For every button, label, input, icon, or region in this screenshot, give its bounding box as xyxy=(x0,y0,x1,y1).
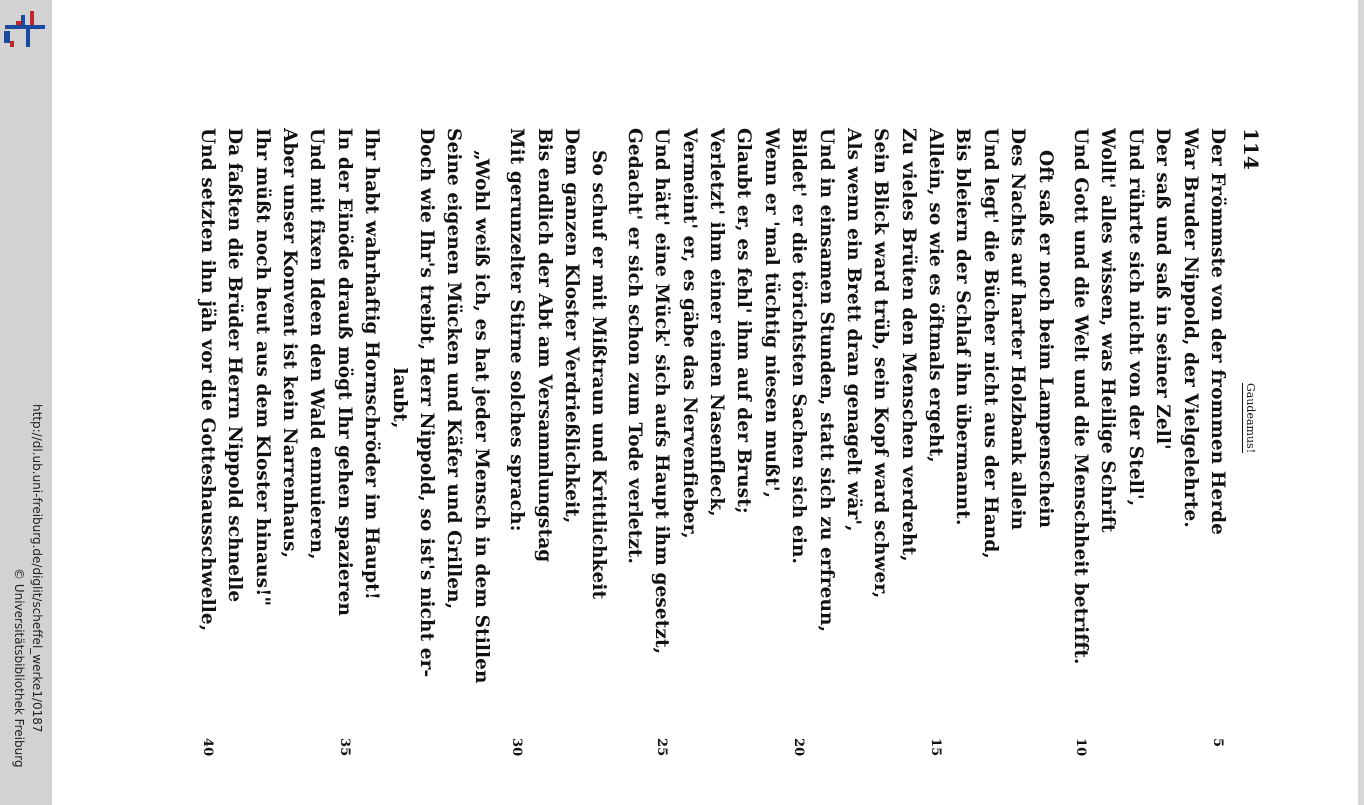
poem-line-text: Der Frömmste von der frommen Herde xyxy=(1207,128,1228,536)
poem-line-text: Vermeint' er, es gäbe das Nervenfieber, xyxy=(678,128,700,539)
poem-line-text: Da faßten die Brüder Herrn Nippold schnelle xyxy=(224,128,246,603)
poem-line-text: Wenn er 'mal tüchtig niesen mußt', xyxy=(760,128,782,499)
poem-line xyxy=(303,128,330,768)
poem-line xyxy=(867,128,894,768)
poem-line xyxy=(620,128,647,768)
poem-line xyxy=(976,128,1003,768)
poem-line xyxy=(467,128,494,768)
poem-line-text: Bildet' er die törichtsten Sachen sich ein. xyxy=(788,128,810,565)
poem-line xyxy=(1094,128,1121,768)
copyright-notice: © Universitätsbibliothek Freiburg xyxy=(12,568,26,768)
poem-line-text: Und setzten ihn jäh vor die Gotteshausschwelle, xyxy=(196,128,218,632)
poem-line xyxy=(1121,128,1148,768)
poem-line-text: Gedacht' er sich schon zum Tode verletzt. xyxy=(623,128,645,565)
poem-line xyxy=(730,128,757,768)
line-number: 35 xyxy=(336,738,352,757)
poem-line-text: Ihr habt wahrhaftig Hornschröder im Haupt! xyxy=(361,128,383,600)
poem-line-text: Aber unser Konvent ist kein Narrenhaus, xyxy=(279,128,301,559)
poem-line xyxy=(558,128,585,768)
university-logo-icon[interactable] xyxy=(3,5,45,49)
poem-line xyxy=(530,128,557,768)
source-url[interactable]: http://dl.ub.uni-freiburg.de/diglit/scheffel_werke1/0187 xyxy=(30,404,44,733)
viewer-sidebar xyxy=(0,0,52,805)
poem-line-text: Oft saß er noch beim Lampenschein xyxy=(1034,150,1056,529)
line-number: 40 xyxy=(199,738,215,757)
line-number: 25 xyxy=(654,738,670,757)
poem-line xyxy=(675,128,702,768)
poem-line xyxy=(194,128,221,768)
poem-line xyxy=(1204,128,1231,768)
poem-line-text: Zu vieles Brüten den Menschen verdreht, xyxy=(897,128,919,562)
poem-line-text: In der Einöde drauß mögt Ihr gehen spazieren xyxy=(333,128,355,617)
poem-line-text: Ihr müßt noch heut aus dem Kloster hinaus!" xyxy=(251,128,273,607)
poem-line xyxy=(385,128,412,768)
poem-line-text: Sein Blick ward trüb, sein Kopf ward schwer, xyxy=(870,128,892,599)
poem-line xyxy=(276,128,303,768)
poem-line xyxy=(785,128,812,768)
poem-line xyxy=(840,128,867,768)
running-head: Gaudeamus! xyxy=(1244,383,1257,454)
page-text-block xyxy=(194,128,1263,768)
poem-line-text: Bis endlich der Abt am Versammlungstag xyxy=(533,128,555,563)
poem-line xyxy=(440,128,467,768)
poem-line-text: Mit gerunzelter Stirne solches sprach: xyxy=(506,128,528,532)
line-number: 30 xyxy=(509,738,525,757)
poem-line xyxy=(894,128,921,768)
poem-line-text: Als wenn ein Brett dran genagelt wär', xyxy=(842,128,864,532)
poem-line xyxy=(1031,128,1058,768)
poem-line xyxy=(1149,128,1176,768)
poem-line-text: Doch wie Ihr's treibt, Herr Nippold, so ist's nicht er- xyxy=(416,128,438,678)
poem-line xyxy=(221,128,248,768)
poem-line-text: Und hätt' eine Mück' sich aufs Haupt ihm gesetzt, xyxy=(651,128,673,655)
poem-line-text: Wollt' alles wissen, was Heilige Schrift xyxy=(1097,128,1119,533)
page-number: 114 xyxy=(1239,128,1263,170)
poem-line-text: Und in einsamen Stunden, statt sich zu erfreun, xyxy=(815,128,837,633)
poem-line xyxy=(812,128,839,768)
poem-line xyxy=(922,128,949,768)
poem-line-text: Glaubt er, es fehl' ihm auf der Brust; xyxy=(733,128,755,514)
right-edge-bar xyxy=(1358,0,1364,805)
poem-line xyxy=(1004,128,1031,768)
poem-line xyxy=(358,128,385,768)
line-number: 15 xyxy=(928,738,944,757)
poem-line-text: Allein, so wie es öftmals ergeht, xyxy=(925,128,947,463)
poem-line-text: Dem ganzen Kloster Verdrießlichkeit, xyxy=(561,128,583,524)
poem-line-text: Und mit fixen Ideen den Wald ennuieren, xyxy=(306,128,328,560)
poem-line-text: Bis bleiern der Schlaf ihn übermannt. xyxy=(952,128,974,526)
poem-line xyxy=(248,128,275,768)
poem-line-text: Des Nachts auf harter Holzbank allein xyxy=(1007,128,1029,531)
poem-line-text: Und legt' die Bücher nicht aus der Hand, xyxy=(979,128,1001,559)
poem-line-text: laubt, xyxy=(388,367,410,429)
poem-line-text: War Bruder Nippold, der Vielgelehrte. xyxy=(1179,128,1201,528)
poem-line xyxy=(757,128,784,768)
poem-line-text: Verletzt' ihm einer einen Nasenfleck, xyxy=(705,128,727,517)
poem-line-text: „Wohl weiß ich, es hat jeder Mensch in dem Stillen xyxy=(470,150,492,684)
line-number: 20 xyxy=(791,738,807,757)
poem-line-text: Und rührte sich nicht von der Stell', xyxy=(1124,128,1146,507)
page-header xyxy=(1231,128,1263,768)
poem-line xyxy=(503,128,530,768)
poem-line xyxy=(648,128,675,768)
poem-line xyxy=(1067,128,1094,768)
poem-line-text: So schuf er mit Mißtraun und Krittlichkeit xyxy=(588,150,610,600)
poem-line xyxy=(1176,128,1203,768)
poem-line-text: Seine eigenen Mücken und Käfer und Grillen, xyxy=(443,128,465,610)
line-number: 5 xyxy=(1210,738,1225,748)
poem-lines xyxy=(194,128,1231,768)
poem-line xyxy=(331,128,358,768)
poem-line xyxy=(703,128,730,768)
poem-line xyxy=(585,128,612,768)
line-number: 10 xyxy=(1073,738,1089,757)
poem-line-text: Und Gott und die Welt und die Menschheit betrifft. xyxy=(1070,128,1092,665)
poem-line xyxy=(413,128,440,768)
poem-line xyxy=(949,128,976,768)
poem-line-text: Der saß und saß in seiner Zell' xyxy=(1152,128,1174,450)
